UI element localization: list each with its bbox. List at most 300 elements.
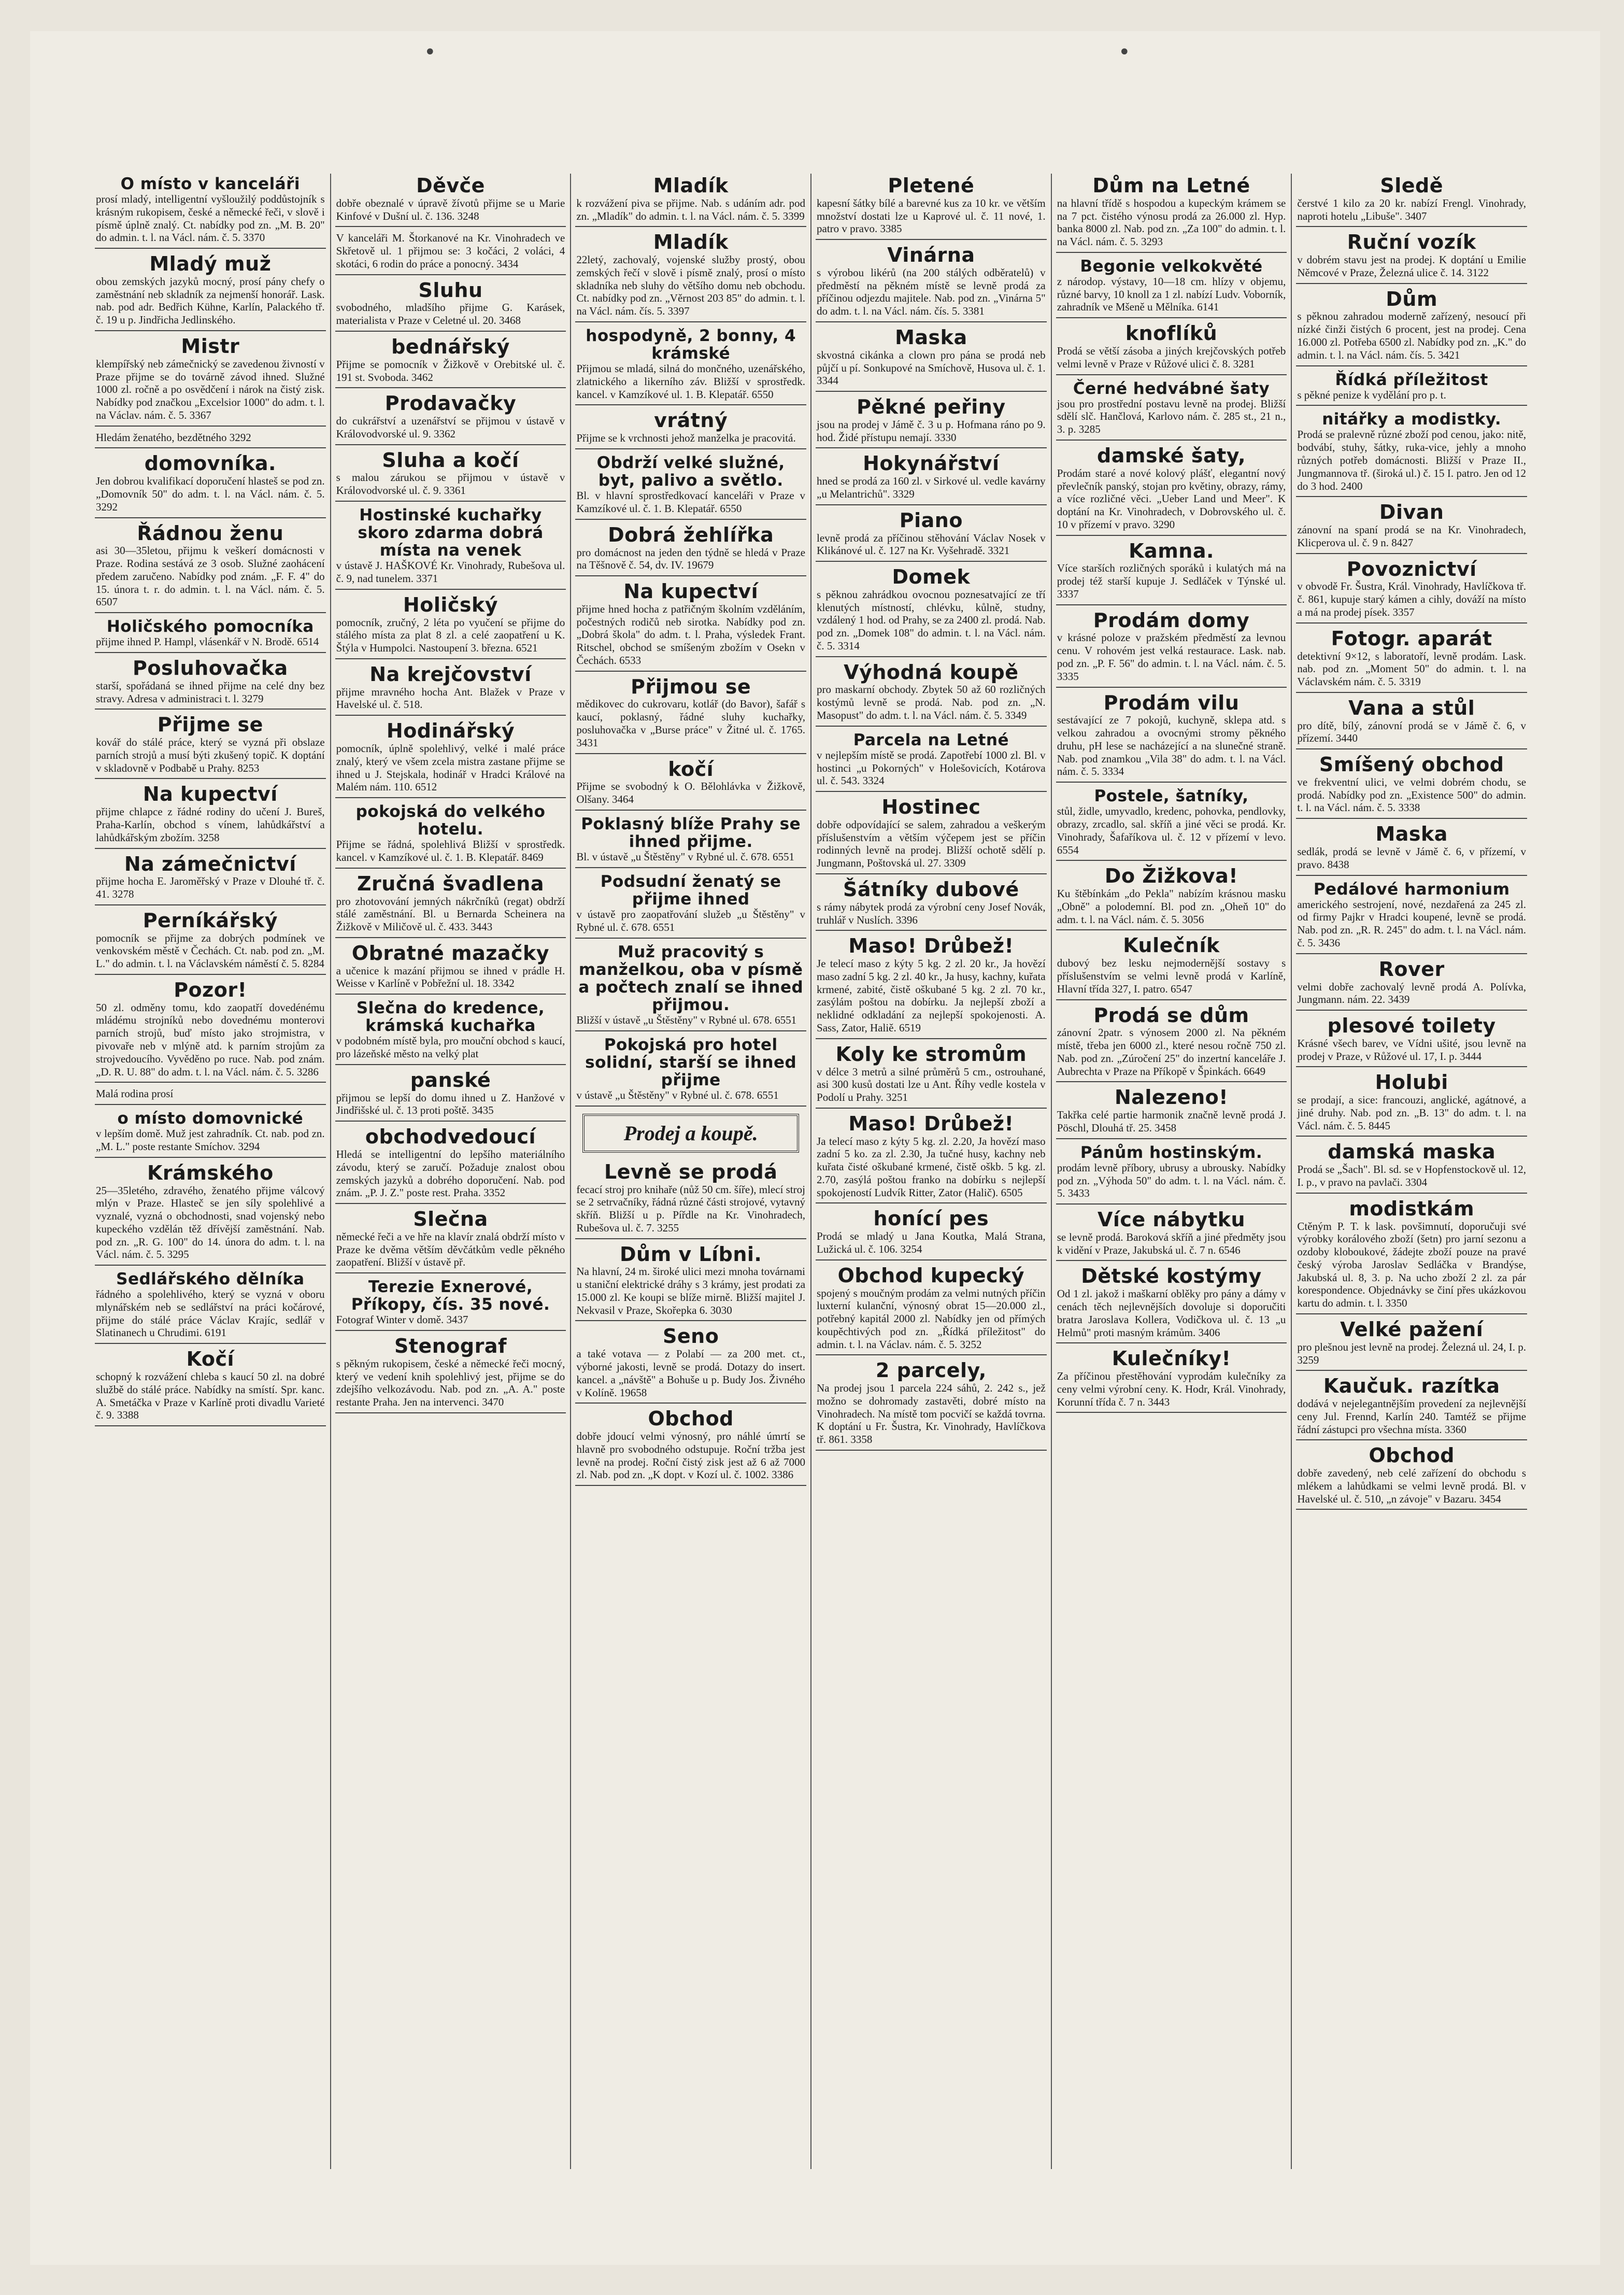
classified-ad: [95, 782, 326, 848]
classified-ad: [95, 616, 326, 653]
classified-ad: [575, 871, 806, 939]
classified-ad: [816, 451, 1047, 505]
classified-ad: [335, 174, 566, 227]
classified-ad: [1296, 753, 1527, 819]
ad-heading: o místo domovnické: [117, 1109, 304, 1128]
ad-heading: Domek: [892, 565, 971, 589]
classified-ad: [816, 1042, 1047, 1109]
classified-columns: [91, 174, 1531, 2169]
ad-text: čerstvé 1 kilo za 20 kr. nabízí Frengl. Vinohrady, naproti hotelu „Libuše". 3407: [1297, 196, 1527, 222]
ad-heading: Pozor!: [174, 978, 247, 1001]
ad-heading: pokojská do velkého hotelu.: [355, 802, 546, 839]
ad-text: Prodá se „Šach". Bl. sd. se v Hopfenstockově ul. 12, I. p., v pravo na pavlači. 3304: [1297, 1163, 1527, 1189]
ad-heading: nitářky a modistky.: [1322, 410, 1502, 429]
ad-heading: Obratné mazačky: [351, 941, 550, 965]
ad-text: Prodá se pralevně různé zboží pod cenou, jako: nitě, bodvábí, stuhy, šátky, ruka-vice, jehly a mnoho různých potřeb domácnosti. Bližší v Praze II., Jungmannova tř. (široká ul.) č. 15 I. patro. Jen od 12 do 3 hod. 2400: [1297, 428, 1527, 492]
ad-text: zánovní 2patr. s výnosem 2000 zl. Na pěkném místě, třeba jen 6000 zl., které nesou ročně 750 zl. Nab. pod zn. „Zúročení 25" do inzertní kanceláře J. Aubrechta v Praze na Příkopě v Špinkách. 6649: [1057, 1026, 1286, 1078]
ad-text: se levně prodá. Baroková skříň a jiné předměty jsou k vidění v Praze, Jakubská ul. č. 7 n. 6546: [1057, 1230, 1286, 1256]
ad-heading: Vinárna: [887, 244, 975, 267]
classified-ad: [575, 757, 806, 811]
ad-heading: Sedlářského dělníka: [116, 1270, 305, 1289]
ad-heading: Postele, šatníky,: [1094, 787, 1249, 806]
ad-heading: Na kupectví: [143, 783, 278, 806]
ad-heading: Řádnou ženu: [137, 521, 284, 545]
classified-ad: [1296, 370, 1527, 406]
ad-text: s pěkným rukopisem, české a německé řeči mocný, který ve vedení knih spolehlivý jest, přijme se do zdejšího velkozávodu. Nab. pod zn. „A. A." poste restante Praha. Jen na intervenci. 3470: [336, 1357, 565, 1409]
classified-ad: [1056, 786, 1287, 861]
ad-text: Přijme se řádná, spolehlivá Bližší v sprostředk. kancel. v Kamzíkové ul. č. 1. B. Klepatář. 8469: [336, 838, 565, 863]
ad-text: Přijme se pomocník v Žižkově v Orebitské ul. č. 191 st. Svoboda. 3462: [336, 358, 565, 384]
ad-text: Malá rodina prosí: [96, 1087, 174, 1100]
ad-text: přijme mravného hocha Ant. Blažek v Praze v Havelské ul. č. 518.: [336, 685, 565, 711]
ad-heading: vrátný: [654, 409, 728, 432]
classified-ad: [575, 1407, 806, 1486]
ad-heading: Maska: [895, 325, 967, 349]
ad-heading: Prodám domy: [1093, 608, 1250, 632]
ad-heading: damská maska: [1328, 1140, 1496, 1164]
ad-heading: 2 parcely,: [875, 1359, 987, 1382]
ad-heading: obchodvedoucí: [365, 1125, 536, 1149]
classified-ad: [335, 872, 566, 938]
ad-heading: Maso! Drůbež!: [848, 1112, 1014, 1135]
ad-heading: hospodyně, 2 bonny, 4 krámské: [586, 326, 796, 363]
classified-ad: [575, 942, 806, 1031]
classified-ad: [1056, 1347, 1287, 1413]
ad-text: dobře jdoucí velmi výnosný, pro náhlé úmrtí se hlavně pro svobodného odstupuje. Roční tržba jest levně na prodej. Roční čistý zisk jest až 6 až 7000 zl. Nab. pod zn. „K dopt. v Kozí ul. č. 1002. 3386: [576, 1430, 806, 1481]
classified-ad: [816, 508, 1047, 562]
ad-heading: Holubi: [1375, 1071, 1448, 1094]
ad-heading: Mistr: [181, 335, 240, 358]
classified-ad: [335, 1068, 566, 1122]
ad-heading: Posluhovačka: [133, 656, 288, 679]
ad-text: Jen dobrou kvalifikací doporučení hlasteš se pod zn. „Domovník 50" do adm. t. l. na Václ. nám. č. 5. 3292: [96, 475, 325, 513]
ad-heading: O místo v kanceláři: [120, 175, 301, 193]
ad-heading: Povoznictví: [1346, 557, 1477, 580]
classified-ad: [816, 795, 1047, 874]
ad-column-2: [331, 174, 572, 2169]
ad-heading: panské: [410, 1068, 491, 1092]
classified-ad: [1056, 256, 1287, 318]
classified-ad: [816, 395, 1047, 448]
ad-heading: damské šaty,: [1097, 444, 1246, 467]
ad-text: jsou pro prostřední postavu levně na prodej. Bližší sdělí slč. Hančlová, Karlovo nám. č. 285 st., 21 n., 3. p. 3285: [1057, 397, 1286, 436]
classified-ad: [816, 325, 1047, 392]
ad-heading: Dům: [1386, 287, 1438, 310]
classified-ad: [335, 1277, 566, 1331]
ad-text: pomocník se přijme za dobrých podmínek ve venkovském městě v Čechách. Ct. nab. pod zn. „M. L." do admin. t. l. na Václavském náměstí č. 5. 8284: [96, 931, 325, 970]
ad-text: Prodá se větší zásoba a jiných krejčovských potřeb velmi levně v Praze v Růžové ulici č. 8. 3281: [1057, 345, 1286, 370]
ad-column-1: [91, 174, 331, 2169]
classified-ad: [1296, 287, 1527, 366]
ad-text: sestávající ze 7 pokojů, kuchyně, sklepa atd. s velkou zahradou a ovocnými stromy pěkného druhu, pH lese se nacházející a na slunečné straně. Nab. pod znamkou „Vila 38" do adm. t. l. na Václ. nám. č. 5. 3334: [1057, 714, 1286, 778]
ad-text: obou zemských jazyků mocný, prosí pány chefy o zaměstnání neb skladník za nejmenší honorář. Lask. nab. pod adr. Bedřich Kühne, Karlín, Palackého tř. č. 19 u p. Jindřicha Jedlinského.: [96, 275, 325, 327]
ad-heading: modistkám: [1349, 1197, 1475, 1220]
classified-ad: [335, 801, 566, 869]
ad-heading: Obdrží velké služné, byt, palivo a světlo.: [596, 454, 785, 490]
ad-heading: Piano: [899, 508, 963, 532]
classified-ad: [816, 660, 1047, 727]
ad-heading: Sluha a kočí: [382, 448, 519, 472]
ad-text: německé řeči a ve hře na klavír znalá obdrží místo v Praze ke dvěma větším děvčátkům vedle pěkného zaopatření. Bližší v ústavě př.: [336, 1230, 565, 1269]
classified-ad: [335, 662, 566, 716]
ad-text: V kanceláři M. Štorkanové na Kr. Vinohradech ve Skřetově ul. 1 přijmou se: 3 kočáci, 2 voláci, 4 skotáci, 6 rodin do práce a ponocný. 3434: [336, 232, 565, 270]
ad-heading: Maso! Drůbež!: [848, 934, 1014, 958]
ad-text: zánovní na spaní prodá se na Kr. Vinohradech, Klicperova ul. č. 9 n. 8427: [1297, 523, 1527, 549]
ad-heading: Na krejčovství: [369, 662, 532, 686]
ad-text: velmi dobře zachovalý levně prodá A. Polívka, Jungmann. nám. 22. 3439: [1297, 980, 1527, 1006]
ad-heading: Holičského pomocníka: [106, 617, 314, 636]
ad-text: s pěkné penize k vydělání pro p. t.: [1297, 388, 1446, 401]
ad-text: přijmou se lepší do domu ihned u Z. Hanžové v Jindřišské ul. č. 13 proti poště. 3435: [336, 1091, 565, 1117]
classified-ad: [335, 593, 566, 659]
ad-heading: Černé hedvábné šaty: [1073, 379, 1270, 398]
classified-ad: [1296, 1070, 1527, 1137]
ad-text: schopný k rozvážení chleba s kaucí 50 zl. na dobré službě do stálé práce. Nabídky na smístí. Spr. kanc. A. Smetáčka v Praze v Karlíně proti divadlu Varieté č. 9. 3388: [96, 1370, 325, 1422]
ad-heading: Slečna: [413, 1208, 488, 1231]
ad-text: stůl, židle, umyvadlo, kredenc, pohovka, pendlovky, obrazy, zrcadlo, sal. skříň a jiné věci se prodá. Kr. Vinohrady, Šafaříkova ul. č. 12 v přízemí v levo. 6554: [1057, 805, 1286, 856]
ad-column-4: [811, 174, 1052, 2169]
ad-text: sedlák, prodá se levně v Jámě č. 6, v přízemí, v pravo. 8438: [1297, 845, 1527, 871]
classified-ad: [1056, 1264, 1287, 1343]
ad-text: přijme hned hocha z patřičným školním vzděláním, počestných rodičů neb sirotka. Nabídky pod zn. „Dobrá škola" do adm. t. l. Praha, výsledek Frant. Ritschel, obchod se smíšeným zbožím v Osekn v Čechách. 6533: [576, 602, 806, 667]
ad-heading: Děvče: [416, 174, 485, 197]
ad-text: v délce 3 metrů a silné průměrů 5 cm., ostrouhané, asi 300 kusů dostati lze u Ant. Říhy vedle kostela v Podolí u Prahy. 3251: [817, 1065, 1046, 1104]
ad-text: Ja telecí maso z kýty 5 kg. zl. 2.20, Ja hovězí maso zadní 5 ko. za zl. 2.30, Ja tučné husy, kachny neb kuřata čisté oškubané krmené, čistě oškb. 5 kg. zl. 2.70, zasýlá poštou franko na dobírku s nejlepší spokojeností Ludvík Ritter, Zator (Halič). 6505: [817, 1135, 1046, 1199]
classified-ad: [1296, 230, 1527, 284]
ad-text: mědikovec do cukrovaru, kotlář (do Bavor), šafář s kaucí, poklasný, řádné sluhy kuchařky, posluhovačka v „Burse práce" v Žitné ul. č. 1765. 3431: [576, 698, 806, 749]
classified-ad: [575, 523, 806, 576]
ad-text: Je telecí maso z kýty 5 kg. 2 zl. 20 kr., Ja hovězí maso zadní 5 kg. 2 zl. 40 kr., Ja husy, kachny, kuřata krmené, zabité, čistě oškubané 5 kg. 2 zl. 70 kr., zasýlám poštou na dobírku. Ja nejlepší zboží a neklidné odkladání za nejlepší spokojenosti. A. Sass, Zator, Haliě. 6519: [817, 957, 1046, 1034]
ad-text: v ústavě „u Štěstěny" v Rybné ul. č. 678. 6551: [576, 1088, 779, 1101]
classified-ad: [95, 713, 326, 779]
ad-text: a učenice k mazání přijmou se ihned v prádle H. Weisse v Karlíně v Pobřežní ul. 18. 3342: [336, 964, 565, 990]
ad-heading: domovníka.: [144, 452, 276, 475]
ad-text: s malou zárukou se přijmou v ústavě v Královodvorské ul. č. 9. 3361: [336, 471, 565, 497]
ad-text: přijme ihned P. Hampl, vlásenkář v N. Brodě. 6514: [96, 635, 319, 648]
ad-text: Hledá se intelligentní do lepšího materiálního závodu, který se zaručí. Požaduje znalost obou zemských jazyků a dobrého doporučení. Nab. pod znám. „P. J. Z." poste rest. Praha. 3352: [336, 1148, 565, 1199]
classified-ad: [335, 998, 566, 1065]
ad-text: Přijme se k vrchnosti jehož manželka je pracovitá.: [576, 432, 796, 445]
ad-text: Za příčinou přestěhování vyprodám kulečníky za ceny velmi výrobní ceny. K. Hodr, Král. Vinohrady, Korunní třída č. 7 n. 3443: [1057, 1370, 1286, 1408]
ad-text: Hledám ženatého, bezdětného 3292: [96, 431, 251, 444]
classified-ad: [1296, 879, 1527, 954]
classified-ad: [335, 1334, 566, 1413]
ad-text: z národop. výstavy, 10—18 cm. hlízy v objemu, různé barvy, 10 knoll za 1 zl. nabízí Ludv. Voborník, zahradník ve Mšeně u Mělníka. 6141: [1057, 275, 1286, 314]
classified-ad: [816, 1264, 1047, 1356]
classified-ad: [1056, 539, 1287, 605]
ad-heading: Výhodná koupě: [844, 660, 1019, 684]
classified-ad: [575, 675, 806, 754]
classified-ad: [1056, 691, 1287, 783]
ad-heading: Dobrá žehlířka: [608, 523, 774, 546]
ad-heading: Pokojská pro hotel solidní, starší se ihned přijme: [585, 1035, 797, 1089]
classified-ad: [575, 1035, 806, 1107]
classified-ad: [575, 452, 806, 520]
ad-text: prodám levně příbory, ubrusy a ubrousky. Nabídky pod zn. „Výhoda 50" do adm. t. l. na Václ. nám. č. 5. 3433: [1057, 1161, 1286, 1200]
classified-ad: [335, 335, 566, 388]
ad-heading: Kamna.: [1129, 539, 1214, 562]
ad-text: Bl. v ústavě „u Štěstěny" v Rybné ul. č. 678. 6551: [576, 851, 795, 863]
classified-ad: [575, 408, 806, 449]
classified-ad: [1296, 1318, 1527, 1371]
ad-text: Od 1 zl. jakož i maškarní oblěky pro pány a dámy v cenách těch nejlevnějších dovoluje si doporučiti bratra Jaroslava Kollera, Vodičkova ul. č. 13 „u Helmů" proti masným krámům. 3406: [1057, 1287, 1286, 1339]
classified-ad: [1056, 1142, 1287, 1205]
classified-ad: [95, 1269, 326, 1344]
ad-text: Na prodej jsou 1 parcela 224 sáhů, 2. 242 s., jež možno se dohromady zastavěti, dobré místo na Vinohradech. Na místě tom pocvičí se každá tovrna. K doptání u Fr. Šustra, Kr. Vinohrady, Havlíčkova tř. 861. 3358: [817, 1382, 1046, 1446]
classified-ad: [575, 230, 806, 322]
classified-ad: [335, 505, 566, 590]
classified-ad: [1056, 1208, 1287, 1261]
ad-heading: knoflíků: [1125, 322, 1218, 345]
ad-heading: Vana a stůl: [1348, 696, 1475, 719]
ad-text: skvostná cikánka a clown pro pána se prodá neb půjčí u pí. Sonkupové na Smíchově, Husova ul. č. 1. 3344: [817, 348, 1046, 387]
classified-ad: [575, 174, 806, 227]
ad-heading: Rover: [1378, 957, 1445, 981]
classified-ad: [95, 252, 326, 331]
classified-ad: [1296, 1443, 1527, 1510]
ad-text: s pěknou zahradou moderně zařízený, nesoucí při nízké činži čistých 6 procent, jest na prodej. Cena 16.000 zl. Potřeba 6500 zl. Nabídky pod zn. „K." do admin. t. l. na Václ. nám. čís. 5. 3421: [1297, 310, 1527, 361]
ad-heading: Divan: [1379, 501, 1444, 524]
classified-ad: [1056, 174, 1287, 253]
ad-heading: Podsudní ženatý se přijme ihned: [600, 872, 781, 909]
ad-text: Krásné všech barev, ve Vídni ušité, jsou levně na prodej v Praze, v Růžové ul. 17, I. p. 3444: [1297, 1037, 1527, 1062]
ad-text: v krásné poloze v pražském předměstí za levnou cenu. V rohovém jest velká restaurace. Lask. nab. pod zn. „P. F. 56" do admin. t. l. na Václ. nám. č. 5. 3335: [1057, 631, 1286, 683]
ad-text: Bl. v hlavní sprostředkovací kanceláři v Praze v Kamzíkové ul. č. 1. B. Klepatář. 6550: [576, 489, 806, 515]
ad-heading: Seno: [663, 1325, 719, 1348]
classified-ad: [816, 1207, 1047, 1260]
classified-ad: [1296, 500, 1527, 554]
classified-ad: [335, 230, 566, 275]
ad-text: spojený s moučným prodám za velmi nutných příčin luxterní kulanční, výnosný obrat 15—20.000 zl., potřebný kapitál 2000 zl. Nabídky jen od přímých koupěchtivých pod zn. „Řídká příležitost" do admin. t. l. na Václav. nám. č. 5. 3252: [817, 1286, 1046, 1351]
ad-heading: Do Žižkova!: [1104, 865, 1238, 888]
ad-heading: Parcela na Letné: [853, 730, 1009, 749]
classified-ad: [1056, 933, 1287, 1000]
classified-ad: [1296, 696, 1527, 749]
classified-ad: [1056, 864, 1287, 930]
ad-heading: Terezie Exnerové, Příkopy, čís. 35 nové.: [351, 1278, 550, 1314]
ad-heading: Poklasný blíže Prahy se ihned přijme.: [581, 814, 801, 851]
ad-heading: Koly ke stromům: [835, 1042, 1027, 1066]
ad-text: na hlavní třídě s hospodou a kupeckým krámem se na 7 pct. čistého výnosu prodá za 26.000 zl. Hyp. banka 8000 zl. Nab. pod zn. „Za 100" do admin. t. l. na Václ. nám. č. 5. 3293: [1057, 196, 1286, 248]
classified-ad: [1056, 608, 1287, 688]
classified-ad: [1056, 378, 1287, 441]
ad-text: 25—35letého, zdravého, ženatého přijme válcový mlýn v Praze. Hlasteč se jen síly spolehlivé a vyznalé, vyzná o obchodnosti, snad vojenský nebo kupeckého vzdělán těž dřívější zaměstnání. Nab. pod zn. „R. G. 100" do 14. února do adm. t. l. na Václ. nám. č. 5. 3295: [96, 1184, 325, 1261]
classified-ad: [1296, 627, 1527, 693]
classified-ad: [95, 1086, 326, 1105]
ad-text: a také votava — z Polabí — za 200 met. ct., výborné jakosti, levně se prodá. Dotazy do insert. kancel. a „návště" a Bohuše u p. Budy Jos. Živného v Kolíně. 19658: [576, 1348, 806, 1399]
ad-heading: Hokynářství: [863, 452, 1000, 475]
classified-ad: [1296, 1374, 1527, 1440]
classified-ad: [335, 278, 566, 332]
ad-text: 22letý, zachovalý, vojenské služby prostý, obou zemských řečí v slově i písmě znalý, prosí o místo skladníka neb sluhy do většího domu neb obchodu. Ct. nabídky pod zn. „Věrnost 203 85" do admin. t. l. na Václ. nám. čís. 5. 3397: [576, 253, 806, 318]
ad-text: se prodají, a sice: francouzi, anglické, agátnové, a jiné druhy. Nab. pod zn. „B. 13" do adm. t. l. na Václ. nám. č. 5. 8445: [1297, 1094, 1527, 1132]
ad-text: řádného a spolehlivého, který se vyzná v oboru mlynářském neb se sedlářství na práci kočárové, přijme do stálé práce Václav Krajíc, sedlář v Slatinanech u Chrudimi. 6191: [96, 1288, 325, 1339]
section-banner: Prodej a koupě.: [582, 1114, 799, 1153]
classified-ad: [816, 243, 1047, 322]
classified-ad: [95, 451, 326, 518]
ad-heading: bednářský: [391, 335, 510, 358]
ad-text: svobodného, mladšího přijme G. Karásek, materialista v Praze v Celetné ul. 20. 3468: [336, 301, 565, 327]
ad-text: s pěknou zahrádkou ovocnou poznesatvající ze tří klenutých místností, chlévku, kůlně, studny, vzdálený 1 hod. od Prahy, se za 2400 zl. prodá. Nab. pod zn. „Domek 108" do admin. t. l. na Václ. nám. č. 5. 3314: [817, 588, 1046, 652]
ad-heading: Přijme se: [157, 713, 263, 736]
classified-ad: [816, 730, 1047, 792]
top-mark-right: •: [1118, 40, 1131, 64]
classified-ad: [95, 852, 326, 905]
ad-text: klempířský neb zámečnický se zavedenou živností v Praze přijme se do továrně závod ihned. Služné 1000 zl. ročně a po osvědčení i nárok na čistý zisk. Nabídky pod značkou „Excelsior 1000" do adm. t. l. na Václav. nám. č. 5. 3367: [96, 357, 325, 421]
ad-text: detektivní 9×12, s laboratoří, levně prodám. Lask. nab. pod zn. „Moment 50" do admin. t. l. na Václavském nám. č. 5. 3319: [1297, 649, 1527, 688]
ad-heading: Nalezeno!: [1114, 1086, 1229, 1109]
ad-text: pro dítě, bílý, zánovní prodá se v Jámě č. 6, v přízemí. 3440: [1297, 719, 1527, 745]
ad-text: v ústavě J. HAŠKOVÉ Kr. Vinohrady, Rubešova ul. č. 9, nad tunelem. 3371: [336, 559, 565, 585]
ad-text: kapesní šátky bílé a barevné kus za 10 kr. ve větším množství dostati lze u Kaprové ul. č. 11 nové, 1. patro v pravo. 3385: [817, 196, 1046, 235]
ad-heading: kočí: [668, 757, 714, 781]
ad-heading: Slečna do kredence, krámská kuchařka: [356, 999, 545, 1036]
classified-ad: [1296, 957, 1527, 1011]
classified-ad: [95, 174, 326, 249]
ad-heading: Muž pracovitý s manželkou, oba v písmě a počtech znalí se ihned přijmou.: [578, 942, 804, 1014]
classified-ad: [95, 978, 326, 1083]
ad-heading: Obchod: [1369, 1444, 1455, 1467]
ad-heading: Hodinářský: [386, 719, 515, 743]
classified-ad: [575, 1160, 806, 1239]
ad-text: 50 zl. odměny tomu, kdo zaopatří dovedénému mládému strojníků nebo dovednému monterovi parních strojů, buď místo jako strojmistra, v pivovaře neb v mlýně atd. k parním strojům za strojvedoucího. Vyvěděno po ruce. Nab. pod znám. „D. R. U. 88" do adm. t. l. na Václ. nám. č. 5. 3286: [96, 1001, 325, 1078]
ad-text: dobře zavedený, neb celé zařízení do obchodu s mlékem a lahůdkami se velmi levně prodá. Bl. v Havelské ul. č. 510, „n závoje" v Bazaru. 3454: [1297, 1467, 1527, 1505]
ad-heading: Ruční vozík: [1347, 231, 1476, 254]
ad-heading: Šátníky dubové: [843, 878, 1019, 901]
ad-text: dobře obeznalé v úpravě žívotů přijme se u Marie Kinfové v Dušní ul. č. 136. 3248: [336, 196, 565, 222]
classified-ad: [575, 1242, 806, 1322]
ad-text: asi 30—35letou, přijmu k veškerí domácnosti v Praze. Rodina sestává ze 3 osob. Služné zaohácení předem zaručeno. Nabídky pod znám. „F. F. 4" do 15. února t. r. do admin. t. l. na Václ. nám. č. 5. 6507: [96, 544, 325, 608]
ad-text: pomocník, zručný, 2 léta po vyučení se přijme do stálého místa za plat 8 zl. a celé zaopatření u K. Štýla v Humpolci. Nastoupení 3. března. 6521: [336, 616, 565, 655]
ad-heading: Kulečníky!: [1112, 1347, 1231, 1370]
ad-heading: Pletené: [888, 174, 975, 197]
classified-ad: [816, 934, 1047, 1039]
classified-ad: [575, 579, 806, 672]
ad-heading: Kulečník: [1123, 934, 1220, 957]
ad-heading: Velké pažení: [1340, 1318, 1484, 1341]
ad-heading: Maska: [1375, 823, 1448, 846]
ad-text: do cukrářství a uzenářství se přijmou v ústavě v Královodvorské ul. 9. 3362: [336, 415, 565, 440]
classified-ad: [335, 391, 566, 445]
ad-heading: Hostinské kuchařky skoro zdarma dobrá místa na venek: [358, 505, 544, 560]
ad-text: Takřka celé partie harmonik značně levně prodá J. Pöschl, Dlouhá tř. 25. 3458: [1057, 1109, 1286, 1134]
ad-heading: Dům v Líbni.: [619, 1242, 762, 1266]
classified-ad: [575, 1324, 806, 1404]
classified-ad: [335, 448, 566, 502]
ad-column-6: [1292, 174, 1531, 2169]
ad-text: Ku štěbínkám „do Pekla" nabízím krásnou masku „Obně" a polodemní. Bl. pod zn. „Oheň 10" do adm. t. l. na Václ. nám. č. 5. 3056: [1057, 887, 1286, 926]
ad-text: pro plešnou jest levně na prodej. Železná ul. 24, I. p. 3259: [1297, 1340, 1527, 1366]
ad-text: s rámy nábytek prodá za výrobní ceny Josef Novák, truhlář v Nuslích. 3396: [817, 900, 1046, 926]
classified-ad: [575, 325, 806, 405]
ad-text: v ústavě pro zaopatřování služeb „u Štěstěny" v Rybné ul. č. 678. 6551: [576, 908, 806, 933]
classified-ad: [575, 814, 806, 868]
ad-text: k rozvážení piva se přijme. Nab. s udáním adr. pod zn. „Mladík" do admin. t. l. na Václ. nám. č. 5. 3399: [576, 196, 806, 222]
ad-heading: Na kupectví: [623, 580, 759, 603]
classified-ad: [95, 430, 326, 449]
ad-column-3: [571, 174, 811, 2169]
ad-text: Více starších rozličných sporáků i kulatých má na prodej též starší kupuje J. Sedláček v Týnské ul. 3337: [1057, 562, 1286, 600]
ad-heading: Více nábytku: [1097, 1208, 1246, 1231]
classified-ad: [95, 521, 326, 614]
ad-heading: Prodavačky: [384, 392, 517, 415]
classified-ad: [95, 1161, 326, 1266]
ad-text: pro domácnost na jeden den týdně se hledá v Praze na Těšnově č. 54, dv. IV. 19679: [576, 546, 806, 572]
ad-heading: Pedálové harmonium: [1313, 880, 1510, 899]
ad-text: Ctěným P. T. k lask. povšimnutí, doporučuji své výrobky korálového zboží (šetn) pro jarní sezonu a ozdoby kloboukové, žádejte zboží pouze na pravé český výroba Jaroslav Sedláčka v Brandýse, Jakubská ul. 8, 3. p. Na ucho zboží 2 zl. za pár korespondence. Objednávky se činí přes ukázkovou kartu do admin. t. l. 3350: [1297, 1220, 1527, 1310]
classified-ad: [816, 877, 1047, 931]
classified-ad: [1296, 822, 1527, 875]
ad-text: přijme hocha E. Jaroměřský v Praze v Dlouhé tř. č. 41. 3278: [96, 875, 325, 901]
ad-text: jsou na prodej v Jámě č. 3 u p. Hofmana ráno po 9. hod. Židé přístupu nemají. 3330: [817, 418, 1046, 444]
ad-heading: Hostinec: [881, 796, 981, 819]
ad-text: ve frekventní ulici, ve velmi dobrém chodu, se prodá. Nabídky pod zn. „Existence 500" do admin. t. l. na Václ. nám. č. 5. 3338: [1297, 775, 1527, 814]
ad-text: Bližší v ústavě „u Štěstěny" v Rybné ul. 678. 6551: [576, 1013, 797, 1026]
classified-ad: [816, 565, 1047, 657]
ad-heading: Holičský: [403, 593, 498, 616]
classified-ad: [1296, 174, 1527, 227]
classified-ad: [1056, 1003, 1287, 1083]
ad-heading: honící pes: [873, 1207, 989, 1230]
classified-ad: [1296, 1140, 1527, 1193]
ad-text: přijme chlapce z řádné rodiny do učení J. Bureš, Praha-Karlín, obchod s vínem, lahůdkářství a lahůdkářským zbožím. 3258: [96, 805, 325, 844]
classified-ad: [95, 1108, 326, 1158]
ad-text: Fotograf Winter v domě. 3437: [336, 1313, 468, 1326]
ad-heading: plesové toilety: [1327, 1014, 1496, 1038]
classified-ad: [1056, 444, 1287, 536]
classified-ad: [335, 1125, 566, 1204]
ad-text: amerického sestrojení, nové, nezdařená za 245 zl. od firmy Pajkr v Hradci koupené, levně se prodá. Nab. pod zn. „R. R. 245" do adm. t. l. na Václ. nám. č. 5. 3436: [1297, 898, 1527, 949]
ad-heading: Begonie velkokvěté: [1080, 257, 1263, 276]
ad-heading: Smíšený obchod: [1319, 753, 1504, 776]
classified-ad: [1296, 409, 1527, 497]
ad-heading: Sluhu: [418, 278, 483, 302]
ad-heading: Mladý muž: [149, 252, 272, 276]
classified-ad: [1296, 557, 1527, 624]
ad-heading: Krámského: [147, 1161, 274, 1184]
ad-heading: Řídká příležitost: [1335, 370, 1488, 389]
ad-text: dobře odpovídající se salem, zahradou a veškerým příslušenstvím a větším výčepem jest se příčin rodinných levně na prodej. Bližší ochotě sdělí p. Jungmann, Poštovská ul. 27. 3309: [817, 818, 1046, 870]
ad-heading: Zručná švadlena: [357, 872, 545, 895]
ad-heading: Levně se prodá: [604, 1160, 778, 1183]
classified-ad: [816, 1358, 1047, 1451]
ad-text: pomocník, úplně spolehlivý, velké i malé práce znalý, který ve všem zcela mistra zastane přijme se ihned u J. Stejskala, hodinář v Hradci Králové na Malém nám. 110. 6512: [336, 742, 565, 794]
ad-text: s výrobou likérů (na 200 stálých odběratelů) v předměstí na pěkném místě se levně prodá za příčinou odjezdu majitele. Nab. pod zn. „Vinárna 5" do adm. t. l. na Václ. nám. čís. 5. 3381: [817, 266, 1046, 318]
ad-heading: Prodám vilu: [1103, 691, 1240, 714]
ad-text: Na hlavní, 24 m. široké ulici mezi mnoha továrnami u staniční elektrické dráhy s 3 krámy, jest prodati za 15.000 zl. Ke koupi se blíže mirně. Bližší majitel J. Nekvasil v Praze, Skořepka 6. 3030: [576, 1265, 806, 1316]
ad-text: v lepším domě. Muž jest zahradník. Ct. nab. pod zn. „M. L." poste restante Smíchov. 3294: [96, 1127, 325, 1153]
classified-ad: [1056, 1085, 1287, 1139]
ad-heading: Mladík: [653, 174, 729, 197]
ad-text: fecací stroj pro knihaře (nůž 50 cm. šíře), mlecí stroj se 2 setrvačníky, řádná různé části strojové, vytavný skříň. Bližší u p. Pířdle na Kr. Vinohradech, Rubešova ul. č. 7. 3255: [576, 1183, 806, 1234]
ad-text: v podobném místě byla, pro mouční obchod s kaucí, pro lázeňské město na velký plat: [336, 1035, 565, 1060]
ad-heading: Fotogr. aparát: [1331, 627, 1492, 650]
ad-heading: Přijmou se: [631, 675, 751, 698]
ad-heading: Dům na Letné: [1092, 174, 1250, 197]
ad-heading: Mladík: [653, 231, 729, 254]
classified-ad: [1296, 1014, 1527, 1067]
ad-text: kovář do stálé práce, který se vyzná při obslaze parních strojů a musí býti zkušený topič. K doptání v skladovně v Podbabě u Prahy. 8253: [96, 736, 325, 774]
ad-text: pro maskarní obchody. Zbytek 50 až 60 rozličných kostýmů levně se prodá. Nab. pod zn. „N. Masopust" do adm. t. l. na Václ. nám. č. 5. 3349: [817, 683, 1046, 721]
ad-heading: Obchod: [648, 1407, 734, 1430]
classified-ad: [1056, 321, 1287, 375]
ad-text: Přijme se svobodný k O. Bělohlávka v Žižkově, Olšany. 3464: [576, 780, 806, 806]
ad-text: levně prodá za příčinou stěhování Václav Nosek v Klikánové ul. č. 127 na Kr. Vyšehradě. 3321: [817, 531, 1046, 557]
classified-ad: [335, 941, 566, 995]
classified-ad: [335, 1207, 566, 1273]
ad-text: dubový bez lesku nejmodernější sostavy s příslušenstvím se velmi levně prodá v Karlíně, Hlavní třída 327, I. patro. 6547: [1057, 957, 1286, 995]
ad-heading: Obchod kupecký: [837, 1264, 1025, 1287]
